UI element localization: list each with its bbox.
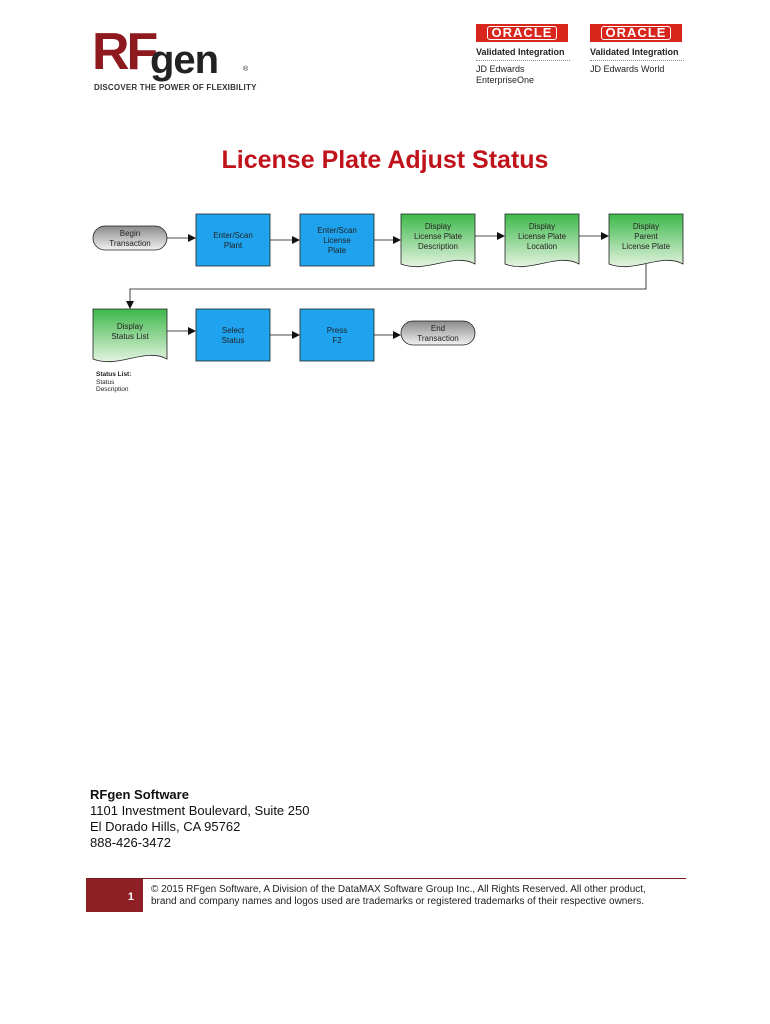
flow-step-label: Display (632, 222, 660, 231)
flow-connector-arrow (130, 264, 646, 308)
flow-step-label: Transaction (109, 239, 151, 248)
flow-step-label: Display (424, 222, 452, 231)
page-title: License Plate Adjust Status (221, 146, 549, 174)
company-address (90, 787, 309, 851)
process-box (196, 214, 270, 266)
flow-step-label: Begin (119, 229, 141, 238)
footer-rule (86, 878, 686, 879)
flow-step-label: Location (526, 242, 558, 251)
logo-gen-text: gen (150, 38, 219, 82)
flow-step-label: F2 (332, 336, 342, 345)
logo-rf-text: RF (92, 23, 156, 81)
company-name: RFgen Software (90, 787, 189, 802)
registered-mark: ® (243, 66, 249, 73)
flow-step-label: Display (528, 222, 556, 231)
phone-number: 888-426-3472 (90, 835, 171, 850)
address-city: El Dorado Hills, CA 95762 (90, 819, 241, 834)
oracle-logo: ORACLE (590, 24, 682, 42)
flow-step-label: Description (417, 242, 459, 251)
flow-step-label: Press (326, 326, 348, 335)
flow-step-label: Enter/Scan (317, 226, 357, 235)
badge-product: JD Edwards EnterpriseOne (476, 64, 535, 85)
flow-step-label: License Plate (621, 242, 671, 251)
legend-heading: Status List: (96, 371, 132, 378)
process-box (196, 309, 270, 361)
validated-integration-label: Validated Integration (476, 47, 565, 57)
flow-step-label: License Plate (413, 232, 463, 241)
copyright-notice: © 2015 RFgen Software, A Division of the DataMAX Software Group Inc., All Rights Reserved. All other product, brand and company names and logos used are trademarks or registered trademarks of their respective owners. (151, 884, 646, 907)
flow-step-label: Status (221, 336, 245, 345)
flow-step-label: License Plate (517, 232, 567, 241)
address-line: 1101 Investment Boulevard, Suite 250 (90, 803, 310, 818)
flow-step-label: Status List (111, 332, 149, 341)
flow-step-label: Select (221, 326, 245, 335)
flow-step-label: Parent (634, 232, 658, 241)
status-list-legend (96, 371, 131, 394)
legend-item: Status (96, 378, 115, 386)
flowchart (0, 0, 770, 420)
flow-step-label: End (430, 324, 446, 333)
page-number: 1 (127, 891, 134, 903)
flow-step-label: Display (116, 322, 144, 331)
oracle-logo: ORACLE (476, 24, 568, 42)
flow-step-label: Plate (327, 246, 347, 255)
logo-tagline: DISCOVER THE POWER OF FLEXIBILITY (94, 83, 257, 92)
flow-step-label: License (323, 236, 351, 245)
validated-integration-label: Validated Integration (590, 47, 679, 57)
flow-step-label: Plant (223, 241, 243, 250)
badge-product: JD Edwards World (590, 64, 665, 74)
page-number-box (86, 879, 143, 912)
legend-item: Description (96, 386, 129, 393)
process-box (300, 309, 374, 361)
flow-step-label: Transaction (417, 334, 459, 343)
flow-step-label: Enter/Scan (213, 231, 253, 240)
